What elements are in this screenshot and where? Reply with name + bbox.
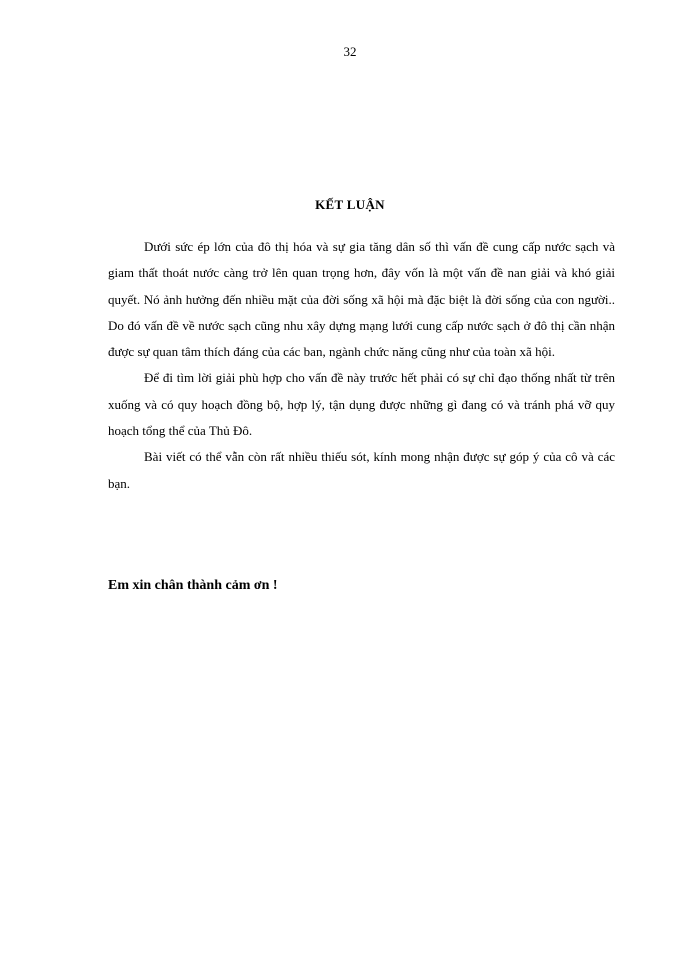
body-text: [108, 234, 615, 497]
paragraph: Dưới sức ép lớn của đô thị hóa và sự gia tăng dân số thì vấn đề cung cấp nước sạch và giam thất thoát nước càng trở lên quan trọng hơn, đây vốn là một vấn đề nan giải và khó giải quyết. Nó ảnh hưởng đến nhiều mặt của đời sống xã hội mà đặc biệt là đời sống của con người.. Do đó vấn đề về nước sạch cũng nhu xây dựng mạng lưới cung cấp nước sạch ở đô thị cần nhận được sự quan tâm thích đáng của các ban, ngành chức năng cũng như của toàn xã hội.: [108, 239, 615, 360]
paragraph: Bài viết có thể vẫn còn rất nhiều thiếu sót, kính mong nhận được sự góp ý của cô và các bạn.: [108, 449, 615, 491]
page-title: KẾT LUẬN: [315, 197, 385, 212]
paragraph: Để đi tìm lời giải phù hợp cho vấn đề này trước hết phải có sự chỉ đạo thống nhất từ trên xuống và có quy hoạch đồng bộ, hợp lý, tận dụng được những gì đang có và tránh phá vỡ quy hoạch tổng thể của Thủ Đô.: [108, 370, 615, 439]
page-number: 32: [343, 44, 357, 59]
closing-line: Em xin chân thành cảm ơn !: [108, 578, 278, 593]
